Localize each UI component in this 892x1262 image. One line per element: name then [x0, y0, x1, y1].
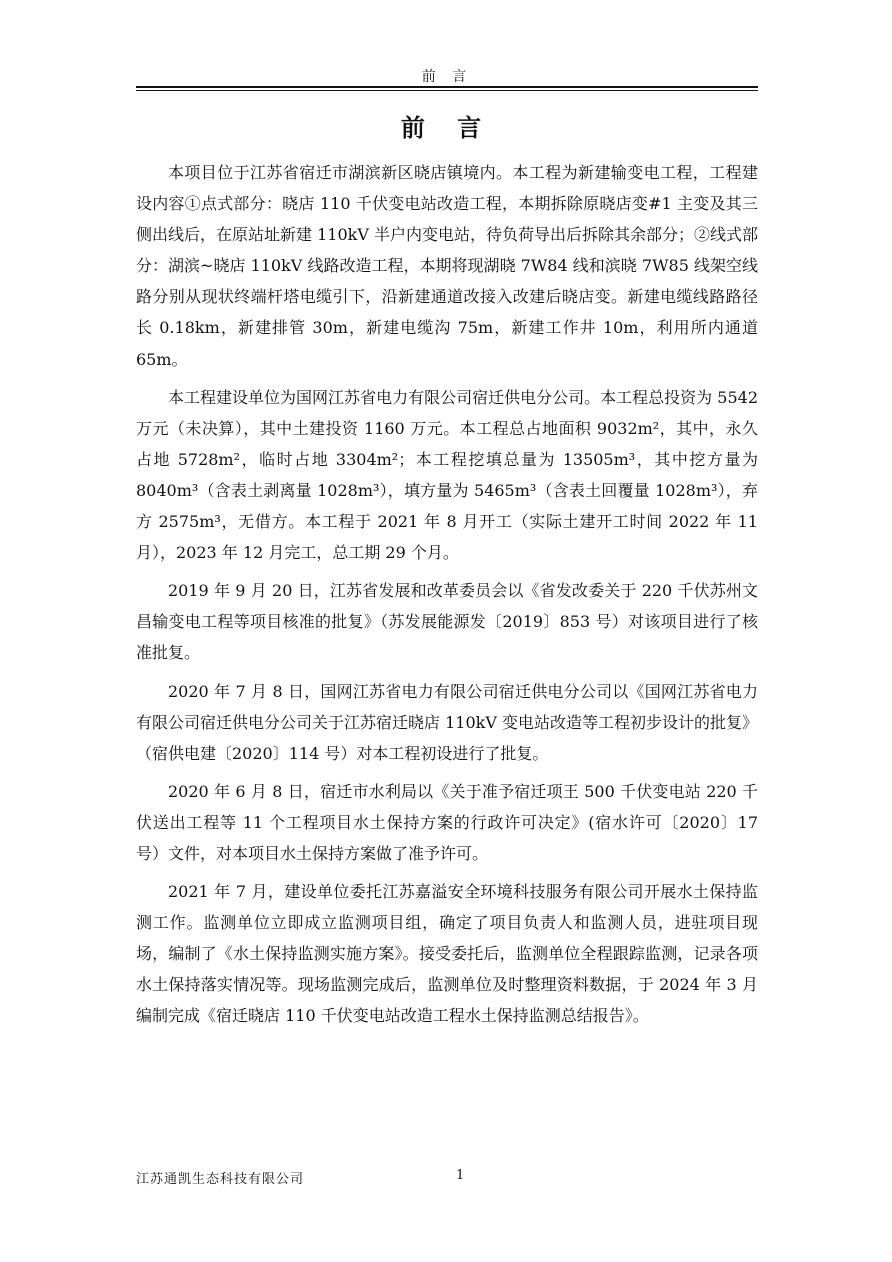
header-rule-thin [136, 90, 758, 91]
page-title: 前 言 [400, 113, 494, 142]
document-body [136, 157, 758, 1039]
paragraph-project-location: 本项目位于江苏省宿迁市湖滨新区晓店镇境内。本工程为新建输变电工程，工程建设内容①点式部分：晓店 110 千伏变电站改造工程，本期拆除原晓店变#1 主变及其三侧出线后，在原站址新建 110kV 半户内变电站，待负荷导出后拆除其余部分；②线式部分：湖滨~晓店 110kV 线路改造工程，本期将现湖晓 7W84 线和滨晓 7W85 线架空线路分别从现状终端杆塔电缆引下，沿新建通道改接入改建后晓店变。新建电缆线路路径长 0.18km，新建排管 30m，新建电缆沟 75m，新建工作井 10m，利用所内通道 65m。 [136, 163, 758, 369]
paragraph-monitoring-2021: 2021 年 7 月，建设单位委托江苏嘉溢安全环境科技服务有限公司开展水土保持监测工作。监测单位立即成立监测项目组，确定了项目负责人和监测人员，进驻项目现场，编制了《水土保持监测实施方案》。接受委托后，监测单位全程跟踪监测，记录各项水土保持落实情况等。现场监测完成后，监测单位及时整理资料数据，于 2024 年 3 月编制完成《宿迁晓店 110 千伏变电站改造工程水土保持监测总结报告》。 [136, 882, 758, 1026]
paragraph-investment: 本工程建设单位为国网江苏省电力有限公司宿迁供电分公司。本工程总投资为 5542 万元（未决算），其中土建投资 1160 万元。本工程总占地面积 9032m²，其中，永久占地 5728m²，临时占地 3304m²；本工程挖填总量为 13505m³，其中挖方量为 8040m³（含表土剥离量 1028m³），填方量为 5465m³（含表土回覆量 1028m³），弃方 2575m³，无借方。本工程于 2021 年 8 月开工（实际土建开工时间 2022 年 11 月），2023 年 12 月完工，总工期 29 个月。 [136, 387, 758, 563]
page-number: 1 [456, 1168, 465, 1183]
footer-company: 江苏通凯生态科技有限公司 [136, 1172, 305, 1187]
header-rule-thick [136, 86, 758, 88]
paragraph-soil-permit-2020: 2020 年 6 月 8 日，宿迁市水利局以《关于准予宿迁项王 500 千伏变电站 220 千伏送出工程等 11 个工程项目水土保持方案的行政许可决定》(宿水许可〔2020〕17 号）文件，对本项目水土保持方案做了准予许可。 [136, 781, 758, 863]
running-header: 前 言 [421, 69, 473, 85]
paragraph-approval-2019: 2019 年 9 月 20 日，江苏省发展和改革委员会以《省发改委关于 220 千伏苏州文昌输变电工程等项目核准的批复》（苏发展能源发〔2019〕853 号）对该项目进行了核准批复。 [136, 581, 758, 663]
paragraph-design-approval-2020: 2020 年 7 月 8 日，国网江苏省电力有限公司宿迁供电分公司以《国网江苏省电力有限公司宿迁供电分公司关于江苏宿迁晓店 110kV 变电站改造等工程初步设计的批复》（宿供电建〔2020〕114 号）对本工程初设进行了批复。 [136, 681, 758, 763]
